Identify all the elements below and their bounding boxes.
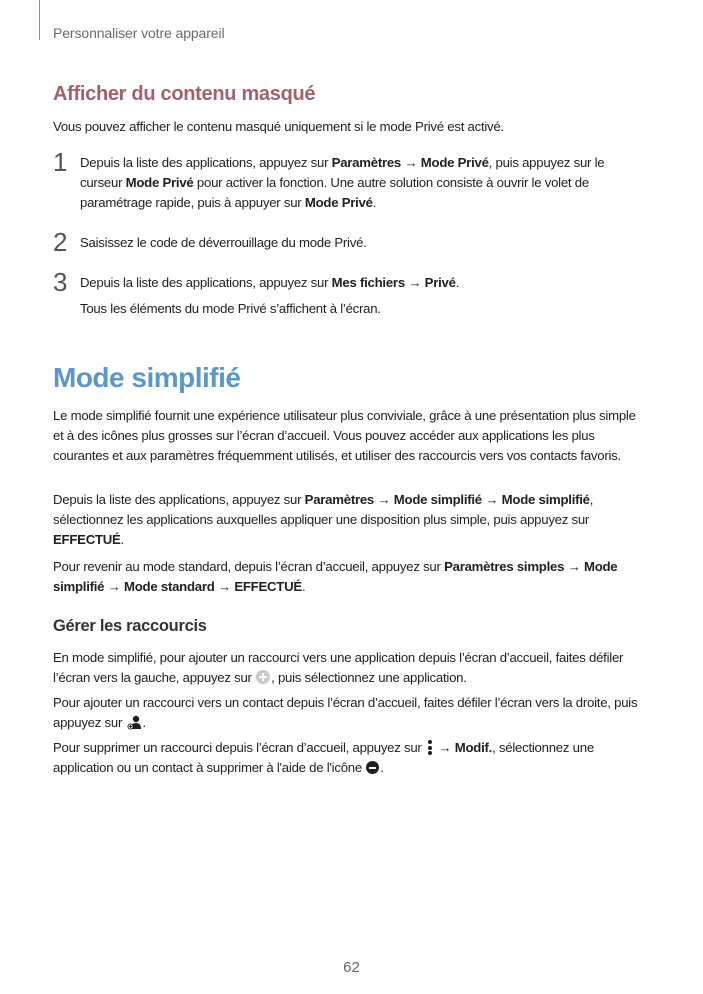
text: , puis sélectionnez une application. xyxy=(271,670,467,685)
text: Pour ajouter un raccourci vers un contact depuis l’écran d’accueil, faites défiler l’écran vers la droite, puis appuyez sur xyxy=(53,695,638,730)
done-label: EFFECTUÉ xyxy=(234,579,302,594)
text: . xyxy=(455,275,460,290)
private-mode-label: Mode Privé xyxy=(304,195,373,210)
menu-path-standard-mode: Mode standard xyxy=(124,579,215,594)
arrow: → xyxy=(564,559,584,574)
add-contact-shortcut-instructions xyxy=(53,693,643,733)
step-1 xyxy=(53,147,643,213)
simple-mode-description: Le mode simplifié fournit une expérience utilisateur plus conviviale, grâce à une présentation plus simple et à des icônes plus grosses sur l’écran d’accueil. Vous pouvez accéder aux applications les plus courantes et aux paramètres fréquemment utilisés, et utiliser des raccourcis vers vos contacts favoris. xyxy=(53,408,636,463)
add-contact-icon xyxy=(127,715,143,730)
arrow: → xyxy=(214,579,235,594)
chapter-title: Personnaliser votre appareil xyxy=(53,25,225,41)
standard-mode-instructions xyxy=(53,557,643,597)
header-divider xyxy=(39,0,40,40)
step-text xyxy=(80,153,643,213)
done-label: EFFECTUÉ xyxy=(53,532,121,547)
text: Depuis la liste des applications, appuyez sur xyxy=(53,492,305,507)
step-number: 1 xyxy=(53,147,68,177)
section-title-simple-mode: Mode simplifié xyxy=(53,362,241,393)
menu-path-settings: Paramètres xyxy=(331,155,402,170)
edit-label: Modif. xyxy=(454,740,493,755)
text: . xyxy=(301,579,306,594)
text: Pour supprimer un raccourci depuis l’écran d’accueil, appuyez sur xyxy=(53,740,425,755)
step-note: Tous les éléments du mode Privé s’affichent à l’écran. xyxy=(80,301,381,316)
add-circle-icon xyxy=(256,670,270,684)
text: . xyxy=(142,715,146,730)
text: , sélectionnez les applications auxquelles appliquer une disposition plus simple, puis appuyez sur xyxy=(53,492,594,527)
arrow: → xyxy=(401,155,421,170)
private-mode-switch-label: Mode Privé xyxy=(125,175,194,190)
arrow: → xyxy=(104,579,125,594)
menu-path-my-files: Mes fichiers xyxy=(331,275,405,290)
step-number: 2 xyxy=(53,227,68,257)
page-number: 62 xyxy=(343,959,360,976)
section-title-shortcuts: Gérer les raccourcis xyxy=(53,617,207,635)
arrow: → xyxy=(481,492,502,507)
step-text: Saisissez le code de déverrouillage du mode Privé. xyxy=(80,235,367,250)
menu-path-settings: Paramètres xyxy=(304,492,375,507)
text: Depuis la liste des applications, appuyez sur xyxy=(80,155,332,170)
arrow: → xyxy=(435,740,455,755)
remove-shortcut-instructions xyxy=(53,738,643,778)
step-2 xyxy=(53,227,643,257)
remove-circle-icon xyxy=(366,761,379,774)
menu-path-private-mode: Mode Privé xyxy=(420,155,489,170)
menu-path-simple-mode: Mode simplifié xyxy=(53,559,618,594)
text: Pour revenir au mode standard, depuis l’écran d’accueil, appuyez sur xyxy=(53,559,445,574)
step-text xyxy=(80,273,643,293)
text: pour activer la fonction. Une autre solution consiste à ouvrir le volet de paramétrage rapide, puis à appuyer sur xyxy=(80,175,589,210)
menu-path-simple-settings: Paramètres simples xyxy=(444,559,565,574)
section-title-hidden-content: Afficher du contenu masqué xyxy=(53,83,316,105)
text: . xyxy=(120,532,125,547)
more-options-icon xyxy=(427,740,433,755)
menu-path-simple-mode-option: Mode simplifié xyxy=(501,492,590,507)
arrow: → xyxy=(374,492,394,507)
text: Depuis la liste des applications, appuyez sur xyxy=(80,275,332,290)
text: , sélectionnez une application ou un contact à supprimer à l'aide de l'icône xyxy=(53,740,594,775)
hidden-content-intro: Vous pouvez afficher le contenu masqué uniquement si le mode Privé est activé. xyxy=(53,119,504,134)
text: , puis appuyez sur le curseur xyxy=(80,155,605,190)
step-3 xyxy=(53,267,643,319)
step-number: 3 xyxy=(53,267,68,297)
menu-path-private: Privé xyxy=(424,275,456,290)
menu-path-simple-mode: Mode simplifié xyxy=(393,492,482,507)
text: En mode simplifié, pour ajouter un raccourci vers une application depuis l’écran d’accueil, faites défiler l’écran vers la gauche, appuyez sur xyxy=(53,650,624,685)
text: . xyxy=(380,760,384,775)
add-app-shortcut-instructions xyxy=(53,648,643,688)
arrow: → xyxy=(404,275,425,290)
text: . xyxy=(372,195,377,210)
simple-mode-enable-instructions xyxy=(53,490,643,550)
